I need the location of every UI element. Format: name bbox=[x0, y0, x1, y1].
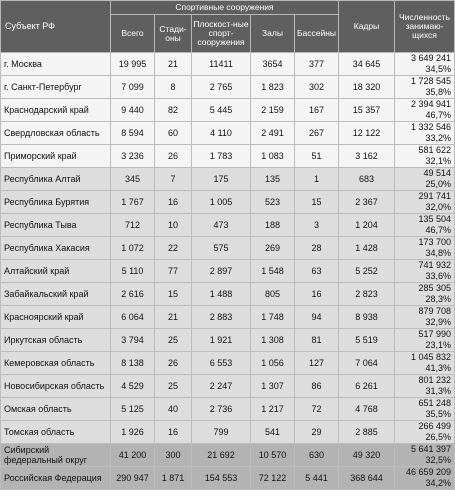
cell-total: 4 529 bbox=[111, 375, 155, 398]
cell-pools: 302 bbox=[295, 76, 339, 99]
region-name: Забайкальский край bbox=[1, 283, 111, 306]
cell-pools: 94 bbox=[295, 306, 339, 329]
table-row bbox=[1, 283, 455, 306]
cell-stadiums: 21 bbox=[155, 306, 192, 329]
people-count: 266 499 bbox=[418, 421, 451, 431]
header-flat: Плоскост-ные спорт-сооружения bbox=[192, 15, 251, 53]
people-share: 32,0% bbox=[425, 202, 451, 212]
header-pools: Бассейны bbox=[295, 15, 339, 53]
cell-stadiums: 25 bbox=[155, 375, 192, 398]
cell-stadiums: 15 bbox=[155, 283, 192, 306]
cell-halls: 1 748 bbox=[251, 306, 295, 329]
cell-people bbox=[395, 467, 455, 490]
cell-total: 19 995 bbox=[111, 53, 155, 76]
people-count: 291 741 bbox=[418, 191, 451, 201]
cell-total: 1 767 bbox=[111, 191, 155, 214]
region-name: Республика Хакасия bbox=[1, 237, 111, 260]
cell-staff: 3 162 bbox=[339, 145, 395, 168]
cell-stadiums: 21 bbox=[155, 53, 192, 76]
region-name: Омская область bbox=[1, 398, 111, 421]
cell-stadiums: 22 bbox=[155, 237, 192, 260]
table-row bbox=[1, 76, 455, 99]
cell-flat: 473 bbox=[192, 214, 251, 237]
cell-flat: 575 bbox=[192, 237, 251, 260]
table-row bbox=[1, 145, 455, 168]
cell-people bbox=[395, 191, 455, 214]
cell-flat: 2 736 bbox=[192, 398, 251, 421]
people-share: 32,1% bbox=[425, 156, 451, 166]
cell-pools: 28 bbox=[295, 237, 339, 260]
people-share: 46,7% bbox=[425, 225, 451, 235]
people-share: 23,1% bbox=[425, 340, 451, 350]
cell-halls: 1 056 bbox=[251, 352, 295, 375]
cell-flat: 1 005 bbox=[192, 191, 251, 214]
cell-staff: 7 064 bbox=[339, 352, 395, 375]
people-share: 34,2% bbox=[425, 478, 451, 488]
people-count: 285 305 bbox=[418, 283, 451, 293]
people-count: 801 232 bbox=[418, 375, 451, 385]
people-count: 1 332 546 bbox=[410, 122, 451, 132]
header-people: Численность занимаю-щихся bbox=[395, 1, 455, 53]
cell-pools: 377 bbox=[295, 53, 339, 76]
table-row bbox=[1, 53, 455, 76]
cell-flat: 6 553 bbox=[192, 352, 251, 375]
cell-total: 7 099 bbox=[111, 76, 155, 99]
people-count: 741 932 bbox=[418, 260, 451, 270]
cell-staff: 12 122 bbox=[339, 122, 395, 145]
cell-staff: 18 320 bbox=[339, 76, 395, 99]
table-row bbox=[1, 329, 455, 352]
table-row bbox=[1, 99, 455, 122]
table-row bbox=[1, 352, 455, 375]
cell-pools: 3 bbox=[295, 214, 339, 237]
cell-stadiums: 8 bbox=[155, 76, 192, 99]
cell-total: 290 947 bbox=[111, 467, 155, 490]
cell-flat: 1 783 bbox=[192, 145, 251, 168]
cell-pools: 267 bbox=[295, 122, 339, 145]
cell-people bbox=[395, 444, 455, 467]
cell-total: 5 110 bbox=[111, 260, 155, 283]
cell-pools: 15 bbox=[295, 191, 339, 214]
people-share: 34,8% bbox=[425, 248, 451, 258]
cell-stadiums: 16 bbox=[155, 421, 192, 444]
cell-pools: 1 bbox=[295, 168, 339, 191]
people-share: 33,6% bbox=[425, 271, 451, 281]
people-count: 651 248 bbox=[418, 398, 451, 408]
cell-stadiums: 1 871 bbox=[155, 467, 192, 490]
table-row bbox=[1, 191, 455, 214]
cell-halls: 805 bbox=[251, 283, 295, 306]
cell-flat: 2 765 bbox=[192, 76, 251, 99]
region-name: Российская Федерация bbox=[1, 467, 111, 490]
table-row bbox=[1, 214, 455, 237]
cell-halls: 1 307 bbox=[251, 375, 295, 398]
table-row bbox=[1, 237, 455, 260]
cell-stadiums: 82 bbox=[155, 99, 192, 122]
cell-people bbox=[395, 237, 455, 260]
people-share: 28,3% bbox=[425, 294, 451, 304]
cell-total: 712 bbox=[111, 214, 155, 237]
header-halls: Залы bbox=[251, 15, 295, 53]
cell-people bbox=[395, 122, 455, 145]
region-name: Республика Бурятия bbox=[1, 191, 111, 214]
header-subject: Субъект РФ bbox=[1, 1, 111, 53]
region-name: Свердловская область bbox=[1, 122, 111, 145]
cell-pools: 63 bbox=[295, 260, 339, 283]
people-count: 135 504 bbox=[418, 214, 451, 224]
cell-halls: 72 122 bbox=[251, 467, 295, 490]
cell-halls: 541 bbox=[251, 421, 295, 444]
people-share: 41,3% bbox=[425, 363, 451, 373]
cell-staff: 8 938 bbox=[339, 306, 395, 329]
cell-people bbox=[395, 99, 455, 122]
table-row bbox=[1, 375, 455, 398]
region-name: Республика Алтай bbox=[1, 168, 111, 191]
region-name: Красноярский край bbox=[1, 306, 111, 329]
cell-flat: 799 bbox=[192, 421, 251, 444]
cell-flat: 2 883 bbox=[192, 306, 251, 329]
table-row bbox=[1, 122, 455, 145]
people-count: 3 649 241 bbox=[410, 53, 451, 63]
cell-stadiums: 25 bbox=[155, 329, 192, 352]
people-share: 35,5% bbox=[425, 409, 451, 419]
cell-flat: 1 921 bbox=[192, 329, 251, 352]
table-row bbox=[1, 306, 455, 329]
people-count: 1 728 545 bbox=[410, 76, 451, 86]
region-name: Кемеровская область bbox=[1, 352, 111, 375]
region-name: Приморский край bbox=[1, 145, 111, 168]
cell-flat: 21 692 bbox=[192, 444, 251, 467]
cell-staff: 368 644 bbox=[339, 467, 395, 490]
cell-total: 1 072 bbox=[111, 237, 155, 260]
region-name: г. Москва bbox=[1, 53, 111, 76]
people-count: 173 700 bbox=[418, 237, 451, 247]
cell-pools: 29 bbox=[295, 421, 339, 444]
people-count: 5 641 397 bbox=[410, 444, 451, 454]
cell-staff: 34 645 bbox=[339, 53, 395, 76]
cell-total: 8 138 bbox=[111, 352, 155, 375]
region-name: Сибирский федеральный округ bbox=[1, 444, 111, 467]
people-share: 25,0% bbox=[425, 179, 451, 189]
cell-people bbox=[395, 76, 455, 99]
cell-staff: 1 428 bbox=[339, 237, 395, 260]
region-name: Республика Тыва bbox=[1, 214, 111, 237]
cell-stadiums: 26 bbox=[155, 352, 192, 375]
table-row bbox=[1, 467, 455, 490]
cell-halls: 1 217 bbox=[251, 398, 295, 421]
region-name: Новосибирская область bbox=[1, 375, 111, 398]
table-row bbox=[1, 398, 455, 421]
table-row bbox=[1, 444, 455, 467]
cell-people bbox=[395, 398, 455, 421]
cell-stadiums: 26 bbox=[155, 145, 192, 168]
region-name: Томская область bbox=[1, 421, 111, 444]
cell-people bbox=[395, 306, 455, 329]
table-row bbox=[1, 421, 455, 444]
cell-halls: 2 491 bbox=[251, 122, 295, 145]
cell-staff: 2 823 bbox=[339, 283, 395, 306]
cell-flat: 175 bbox=[192, 168, 251, 191]
cell-total: 3 236 bbox=[111, 145, 155, 168]
header-total: Всего bbox=[111, 15, 155, 53]
people-count: 1 045 832 bbox=[410, 352, 451, 362]
region-name: Алтайский край bbox=[1, 260, 111, 283]
cell-flat: 1 488 bbox=[192, 283, 251, 306]
cell-halls: 1 548 bbox=[251, 260, 295, 283]
cell-people bbox=[395, 421, 455, 444]
cell-stadiums: 77 bbox=[155, 260, 192, 283]
cell-pools: 127 bbox=[295, 352, 339, 375]
cell-flat: 5 445 bbox=[192, 99, 251, 122]
people-share: 26,5% bbox=[425, 432, 451, 442]
cell-people bbox=[395, 283, 455, 306]
people-count: 517 990 bbox=[418, 329, 451, 339]
cell-total: 2 616 bbox=[111, 283, 155, 306]
cell-halls: 1 083 bbox=[251, 145, 295, 168]
region-name: Краснодарский край bbox=[1, 99, 111, 122]
cell-pools: 72 bbox=[295, 398, 339, 421]
cell-pools: 81 bbox=[295, 329, 339, 352]
cell-total: 9 440 bbox=[111, 99, 155, 122]
cell-staff: 49 320 bbox=[339, 444, 395, 467]
cell-staff: 683 bbox=[339, 168, 395, 191]
region-name: г. Санкт-Петербург bbox=[1, 76, 111, 99]
cell-halls: 10 570 bbox=[251, 444, 295, 467]
people-share: 31,3% bbox=[425, 386, 451, 396]
cell-people bbox=[395, 214, 455, 237]
people-share: 34,5% bbox=[425, 64, 451, 74]
cell-people bbox=[395, 329, 455, 352]
cell-total: 345 bbox=[111, 168, 155, 191]
cell-total: 6 064 bbox=[111, 306, 155, 329]
cell-people bbox=[395, 260, 455, 283]
cell-staff: 6 261 bbox=[339, 375, 395, 398]
people-count: 46 659 209 bbox=[405, 467, 451, 477]
cell-total: 1 926 bbox=[111, 421, 155, 444]
people-count: 49 514 bbox=[423, 168, 451, 178]
cell-people bbox=[395, 53, 455, 76]
cell-staff: 5 252 bbox=[339, 260, 395, 283]
cell-stadiums: 40 bbox=[155, 398, 192, 421]
cell-staff: 4 768 bbox=[339, 398, 395, 421]
cell-pools: 630 bbox=[295, 444, 339, 467]
cell-halls: 1 823 bbox=[251, 76, 295, 99]
cell-staff: 5 519 bbox=[339, 329, 395, 352]
cell-pools: 5 441 bbox=[295, 467, 339, 490]
cell-stadiums: 10 bbox=[155, 214, 192, 237]
people-count: 879 708 bbox=[418, 306, 451, 316]
cell-staff: 2 885 bbox=[339, 421, 395, 444]
cell-staff: 15 357 bbox=[339, 99, 395, 122]
people-count: 581 622 bbox=[418, 145, 451, 155]
cell-people bbox=[395, 145, 455, 168]
header-stadiums: Стади-оны bbox=[155, 15, 192, 53]
cell-staff: 2 367 bbox=[339, 191, 395, 214]
cell-pools: 51 bbox=[295, 145, 339, 168]
cell-flat: 4 110 bbox=[192, 122, 251, 145]
people-share: 46,7% bbox=[425, 110, 451, 120]
cell-halls: 2 159 bbox=[251, 99, 295, 122]
cell-stadiums: 300 bbox=[155, 444, 192, 467]
cell-flat: 2 897 bbox=[192, 260, 251, 283]
cell-pools: 86 bbox=[295, 375, 339, 398]
cell-stadiums: 7 bbox=[155, 168, 192, 191]
cell-halls: 188 bbox=[251, 214, 295, 237]
cell-flat: 154 553 bbox=[192, 467, 251, 490]
cell-stadiums: 60 bbox=[155, 122, 192, 145]
table-row bbox=[1, 260, 455, 283]
cell-pools: 16 bbox=[295, 283, 339, 306]
people-share: 32,5% bbox=[425, 455, 451, 465]
region-name: Иркутская область bbox=[1, 329, 111, 352]
cell-people bbox=[395, 168, 455, 191]
cell-people bbox=[395, 352, 455, 375]
cell-staff: 1 204 bbox=[339, 214, 395, 237]
cell-flat: 11411 bbox=[192, 53, 251, 76]
header-facilities: Спортивные сооружения bbox=[111, 1, 339, 15]
people-share: 32,9% bbox=[425, 317, 451, 327]
cell-people bbox=[395, 375, 455, 398]
cell-total: 5 125 bbox=[111, 398, 155, 421]
cell-total: 8 594 bbox=[111, 122, 155, 145]
cell-flat: 2 247 bbox=[192, 375, 251, 398]
people-share: 35,8% bbox=[425, 87, 451, 97]
cell-stadiums: 16 bbox=[155, 191, 192, 214]
cell-pools: 167 bbox=[295, 99, 339, 122]
cell-total: 3 794 bbox=[111, 329, 155, 352]
cell-halls: 1 308 bbox=[251, 329, 295, 352]
cell-halls: 269 bbox=[251, 237, 295, 260]
people-share: 33,2% bbox=[425, 133, 451, 143]
people-count: 2 394 941 bbox=[410, 99, 451, 109]
cell-halls: 135 bbox=[251, 168, 295, 191]
header-staff: Кадры bbox=[339, 1, 395, 53]
cell-total: 41 200 bbox=[111, 444, 155, 467]
cell-halls: 523 bbox=[251, 191, 295, 214]
table-row bbox=[1, 168, 455, 191]
cell-halls: 3654 bbox=[251, 53, 295, 76]
